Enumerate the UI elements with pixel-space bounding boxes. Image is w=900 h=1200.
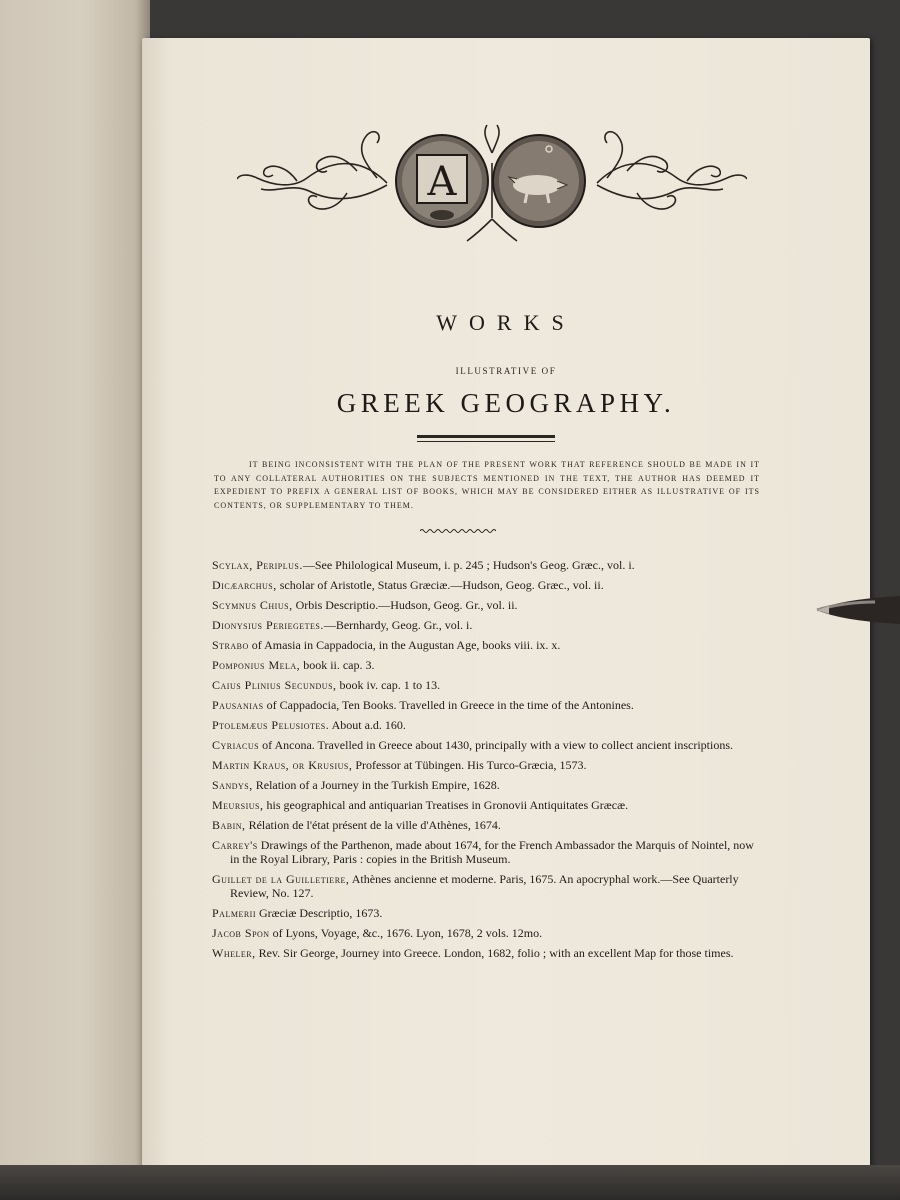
entry-text: his geographical and antiquarian Treatises in Gronovii Antiquitates Græcæ. bbox=[263, 798, 629, 812]
list-item bbox=[212, 906, 762, 920]
entry-author: Cyriacus bbox=[212, 738, 260, 752]
entry-author: Strabo bbox=[212, 638, 249, 652]
intro-paragraph: IT BEING INCONSISTENT WITH THE PLAN OF THE PRESENT WORK THAT REFERENCE SHOULD BE MADE IN IT TO ANY COLLATERAL AUTHORITIES ON THE SUBJECTS MENTIONED IN THE TEXT, THE AUTHOR HAS DEEMED IT EXPEDIENT TO PREFIX A GENERAL LIST OF BOOKS, WHICH MAY BE CONSIDERED EITHER AS ILLUSTRATIVE OF ITS CONTENTS, OR SUPPLEMENTARY TO THEM. bbox=[214, 460, 760, 510]
entry-text: of Ancona. Travelled in Greece about 1430, principally with a view to collect ancient inscriptions. bbox=[259, 738, 734, 752]
entry-author: Babin, bbox=[212, 818, 246, 832]
list-item bbox=[212, 598, 762, 612]
list-item bbox=[212, 838, 762, 866]
entry-author: Ptolemæus Pelusiotes. bbox=[212, 718, 330, 732]
list-item bbox=[212, 558, 762, 572]
entry-author: Martin Kraus, or Krusius, bbox=[212, 758, 353, 772]
facing-page-edge bbox=[0, 0, 150, 1200]
entry-text: —See Philological Museum, i. p. 245 ; Hudson's Geog. Græc., vol. i. bbox=[302, 558, 635, 572]
list-item bbox=[212, 678, 762, 692]
list-item bbox=[212, 618, 762, 632]
entry-text: book iv. cap. 1 to 13. bbox=[336, 678, 441, 692]
entry-author: Scylax, Periplus. bbox=[212, 558, 303, 572]
list-item bbox=[212, 798, 762, 812]
title-rule-thick bbox=[417, 435, 555, 438]
list-item bbox=[212, 638, 762, 652]
entry-text: —Bernhardy, Geog. Gr., vol. i. bbox=[323, 618, 473, 632]
list-item bbox=[212, 578, 762, 592]
entry-text: Græciæ Descriptio, 1673. bbox=[256, 906, 383, 920]
list-item bbox=[212, 818, 762, 832]
initial-letter: A bbox=[427, 159, 457, 205]
list-item bbox=[212, 718, 762, 732]
entry-author: Carrey's bbox=[212, 838, 258, 852]
entry-author: Guillet de la Guilletiere, bbox=[212, 872, 350, 886]
list-item bbox=[212, 946, 762, 960]
list-item bbox=[212, 758, 762, 772]
entry-author: Meursius, bbox=[212, 798, 264, 812]
list-item bbox=[212, 926, 762, 940]
headpiece-ornament bbox=[237, 123, 747, 243]
entry-author: Wheler, bbox=[212, 946, 256, 960]
entry-author: Pausanias bbox=[212, 698, 264, 712]
entry-text: of Lyons, Voyage, &c., 1676. Lyon, 1678, 2 vols. 12mo. bbox=[269, 926, 543, 940]
entry-author: Caius Plinius Secundus, bbox=[212, 678, 337, 692]
list-item bbox=[212, 658, 762, 672]
entry-text: of Cappadocia, Ten Books. Travelled in Greece in the time of the Antonines. bbox=[263, 698, 634, 712]
entry-author: Dionysius Periegetes. bbox=[212, 618, 324, 632]
entry-author: Dicæarchus, bbox=[212, 578, 277, 592]
list-item bbox=[212, 698, 762, 712]
list-item bbox=[212, 872, 762, 900]
page-subtitle: ILLUSTRATIVE OF bbox=[455, 366, 557, 376]
entry-text: Rélation de l'état présent de la ville d'Athènes, 1674. bbox=[245, 818, 501, 832]
entry-author: Scymnus Chius, bbox=[212, 598, 293, 612]
bibliography-list bbox=[212, 558, 762, 966]
page-main-heading: GREEK GEOGRAPHY. bbox=[336, 388, 676, 418]
entry-text: Rev. Sir George, Journey into Greece. London, 1682, folio ; with an excellent Map for those times. bbox=[255, 946, 734, 960]
table-surface bbox=[0, 1165, 900, 1200]
entry-text: of Amasia in Cappadocia, in the Augustan Age, books viii. ix. x. bbox=[248, 638, 561, 652]
entry-text: Professor at Tübingen. His Turco-Græcia, 1573. bbox=[352, 758, 587, 772]
entry-author: Palmerii bbox=[212, 906, 257, 920]
wavy-divider bbox=[420, 528, 496, 534]
pen-pointer-icon bbox=[815, 590, 900, 630]
title-rule-thin bbox=[417, 441, 555, 442]
book-page bbox=[142, 38, 870, 1166]
list-item bbox=[212, 778, 762, 792]
entry-text: Athènes ancienne et moderne. Paris, 1675. An apocryphal work.—See Quarterly Review, No. 127. bbox=[230, 872, 739, 900]
entry-author: Jacob Spon bbox=[212, 926, 270, 940]
entry-text: book ii. cap. 3. bbox=[300, 658, 375, 672]
entry-text: scholar of Aristotle, Status Græciæ.—Hudson, Geog. Græc., vol. ii. bbox=[276, 578, 604, 592]
entry-text: Relation of a Journey in the Turkish Empire, 1628. bbox=[252, 778, 500, 792]
list-item bbox=[212, 738, 762, 752]
page-title: WORKS bbox=[436, 310, 576, 335]
entry-text: About a.d. 160. bbox=[329, 718, 406, 732]
entry-author: Sandys, bbox=[212, 778, 253, 792]
entry-text: Orbis Descriptio.—Hudson, Geog. Gr., vol. ii. bbox=[292, 598, 518, 612]
entry-author: Pomponius Mela, bbox=[212, 658, 301, 672]
entry-text: Drawings of the Parthenon, made about 1674, for the French Ambassador the Marquis of Nointel, now in the Royal Library, Paris : copies in the British Museum. bbox=[230, 838, 754, 866]
